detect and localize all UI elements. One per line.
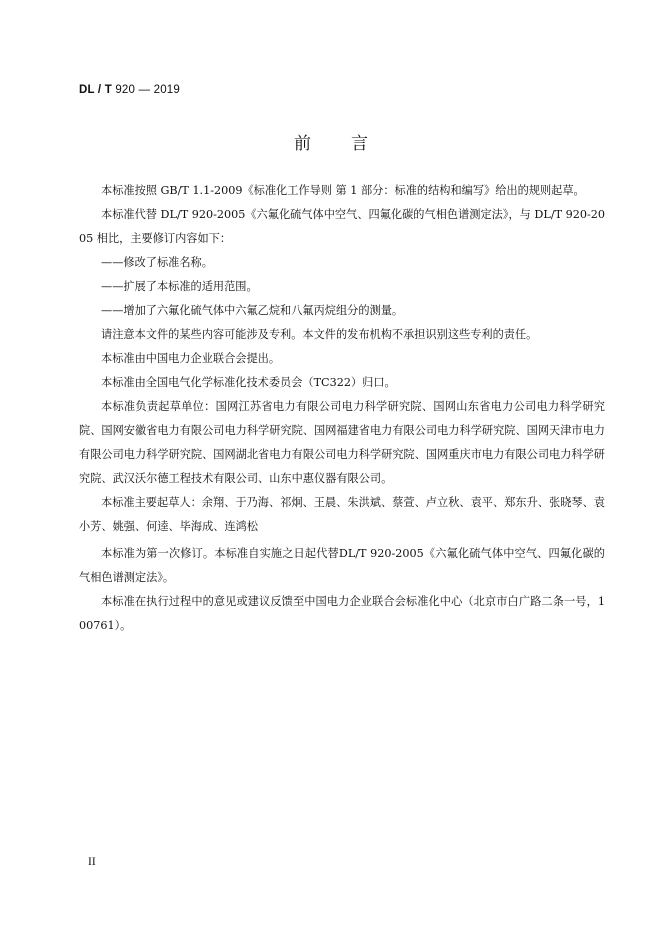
list-item-change-3: ——增加了六氟化硫气体中六氟乙烷和八氟丙烷组分的测量。 <box>101 304 404 317</box>
page-title-char-2: 言 <box>351 134 368 154</box>
paragraph-drafting-units: 本标准负责起草单位：国网江苏省电力有限公司电力科学研究院、国网山东省电力公司电力科学研究院、国网安徽省电力有限公司电力科学研究院、国网福建省电力有限公司电力科学研究院、国网天津市电力有限公司电力科学研究院、国网湖北省电力有限公司电力科学研究院、国网重庆市电力有限公司电力科学研究院、武汉沃尔德工程技术有限公司、山东中惠仪器有限公司。 <box>79 400 605 485</box>
document-code-number: 920 — 2019 <box>111 84 180 96</box>
list-item-change-2: ——扩展了本标准的适用范围。 <box>101 280 258 293</box>
document-code <box>79 84 180 96</box>
paragraph-proposer: 本标准由中国电力企业联合会提出。 <box>101 352 281 365</box>
page-title <box>0 129 662 154</box>
paragraph-committee: 本标准由全国电气化学标准化技术委员会（TC322）归口。 <box>101 376 396 389</box>
paragraph-replacement: 本标准代替 DL/T 920-2005《六氟化硫气体中空气、四氟化碳的气相色谱测定法》，与 DL/T 920-2005 相比，主要修订内容如下： <box>79 208 605 245</box>
foreword-body <box>79 179 605 638</box>
page-number: II <box>88 856 96 868</box>
paragraph-drafters: 本标准主要起草人：余翔、于乃海、祁炯、王晨、朱洪斌、蔡萱、卢立秋、袁平、郑东升、张晓琴、袁小芳、姚强、何逵、毕海成、连鸿松 <box>79 496 605 533</box>
page-title-char-1: 前 <box>294 134 311 154</box>
list-item-change-1: ——修改了标准名称。 <box>101 256 213 269</box>
paragraph-revision: 本标准为第一次修订。本标准自实施之日起代替DL/T 920-2005《六氟化硫气体中空气、四氟化碳的气相色谱测定法》。 <box>79 547 605 584</box>
paragraph-feedback: 本标准在执行过程中的意见或建议反馈至中国电力企业联合会标准化中心（北京市白广路二条一号，100761）。 <box>79 595 605 632</box>
paragraph-drafting-rules: 本标准按照 GB/T 1.1-2009《标准化工作导则 第 1 部分：标准的结构和编写》给出的规则起草。 <box>101 184 585 197</box>
paragraph-patent-notice: 请注意本文件的某些内容可能涉及专利。本文件的发布机构不承担识别这些专利的责任。 <box>101 328 538 341</box>
document-code-prefix: DL / T <box>79 84 112 96</box>
